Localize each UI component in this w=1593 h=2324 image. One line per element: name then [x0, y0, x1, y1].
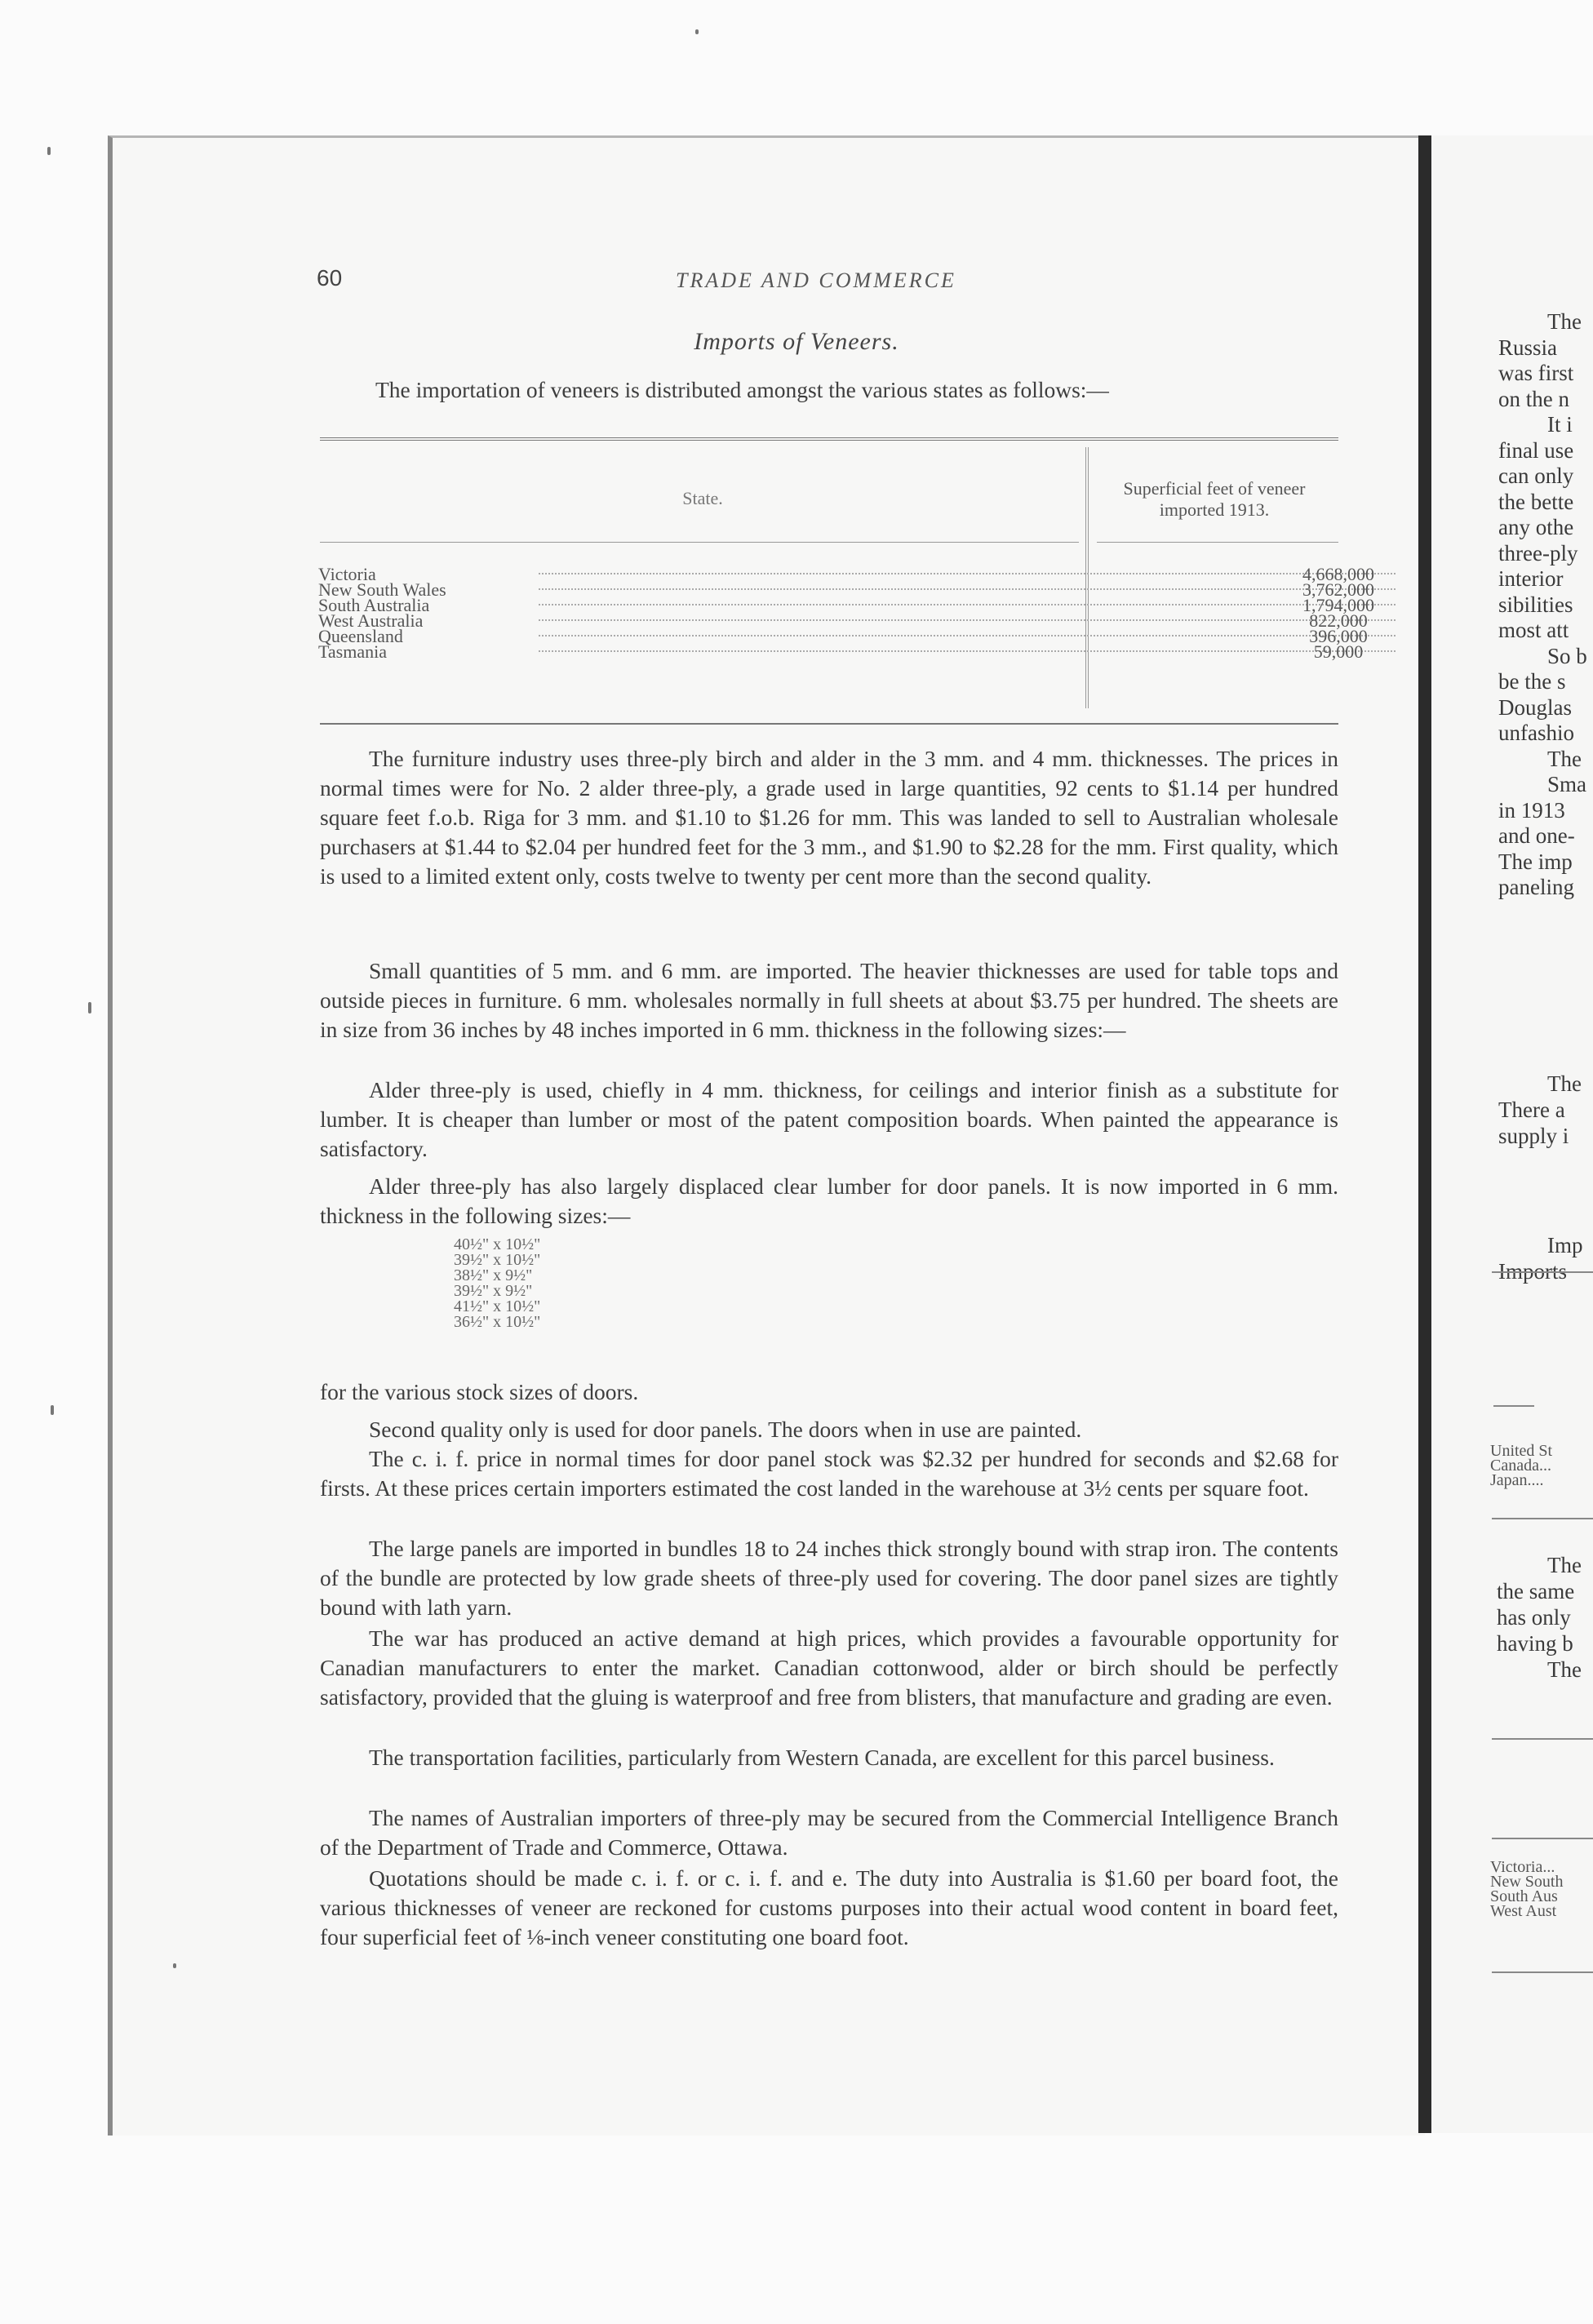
table-row — [318, 641, 1364, 662]
right-page-line: be the s — [1498, 669, 1566, 694]
table-row — [318, 610, 1368, 631]
paragraph-war-demand: The war has produced an active demand at high prices, which provides a favourable opportunity for Canadian manufacturers to enter the market. Canadian cottonwood, alder or birch should be perfectly satisfactory, provided that the gluing is waterproof and free from blisters, that manufacture and grading are even. — [320, 1625, 1338, 1710]
right-page-line: Victoria... — [1490, 1858, 1555, 1876]
size-item: 41½" x 10½" — [454, 1297, 541, 1315]
page-number: 60 — [317, 265, 343, 290]
paragraph-large-panels: The large panels are imported in bundles 18 to 24 inches thick strongly bound with strap iron. The contents of the bundle are protected by low grade sheets of three-ply used for covering. The door panel sizes are tightly bound with lath yarn. — [320, 1536, 1338, 1620]
right-page-line: sibilities — [1498, 592, 1573, 617]
right-page-line: West Aust — [1490, 1902, 1557, 1920]
scan-speck — [88, 1002, 91, 1013]
right-page-rule — [1492, 1738, 1593, 1740]
right-page-line: The — [1547, 309, 1582, 334]
scan-speck — [47, 147, 51, 155]
paragraph-alder-ceilings: Alder three-ply is used, chiefly in 4 mm. thickness, for ceilings and interior finish as a substitute for lumber. It is cheaper than lumber or most of the patent composition boards. When painted the appearance is satisfactory. — [320, 1077, 1338, 1161]
veneer-feet-value: 1,794,000 — [1302, 595, 1374, 615]
right-page-line: The — [1547, 1071, 1582, 1096]
right-page-line: Russia — [1498, 335, 1558, 360]
scan-speck — [695, 29, 699, 34]
right-page-line: the same — [1497, 1579, 1575, 1603]
table-header-feet: Superficial feet of veneer imported 1913. — [1123, 478, 1306, 520]
right-page-line: in 1913 — [1498, 797, 1565, 823]
paragraph-quotations: Quotations should be made c. i. f. or c. i. f. and e. The duty into Australia is $1.60 per board foot, the various thicknesses of veneer are reckoned for customs purposes into their actual wood content in board feet, four superficial feet of ⅛-inch veneer constituting one board foot. — [320, 1865, 1338, 1949]
right-page-line: most att — [1498, 618, 1569, 642]
right-page-line: can only — [1498, 463, 1574, 488]
scan-speck — [173, 1963, 176, 1968]
table-bottom-rule — [320, 723, 1338, 725]
table-header-state: State. — [682, 488, 723, 508]
right-page-line: Canada... — [1490, 1457, 1551, 1475]
right-page-line: and one- — [1498, 823, 1575, 848]
state-name: South Australia — [318, 595, 430, 615]
veneer-feet-value: 59,000 — [1313, 641, 1364, 662]
table-row — [318, 564, 1374, 584]
state-name: Queensland — [318, 626, 403, 646]
right-page-line: interior — [1498, 566, 1564, 591]
size-item: 38½" x 9½" — [454, 1266, 533, 1284]
right-page-line: Imports — [1498, 1259, 1567, 1284]
paragraph-second-quality: Second quality only is used for door panels. The doors when in use are painted. — [369, 1417, 1082, 1442]
right-page-line: The — [1547, 1553, 1582, 1577]
door-sizes-list — [454, 1237, 540, 1330]
right-page-line: any othe — [1498, 515, 1574, 539]
right-page-line: The — [1547, 1657, 1582, 1682]
state-name: Victoria — [318, 564, 376, 584]
right-page-rule — [1492, 1518, 1593, 1519]
intro-paragraph: The importation of veneers is distributed amongst the various states as follows:— — [375, 377, 1109, 402]
right-page-line: It i — [1547, 412, 1573, 437]
paragraph-small-quantities: Small quantities of 5 mm. and 6 mm. are imported. The heavier thicknesses are used for table tops and outside pieces in furniture. 6 mm. wholesales normally in full sheets at about $3.75 per hundred. The sheets are in size from 36 inches by 48 inches imported in 6 mm. thickness in the following sizes:— — [320, 958, 1338, 1042]
right-page-line: Douglas — [1498, 694, 1572, 720]
right-page-line: unfashio — [1498, 721, 1574, 745]
size-item: 39½" x 9½" — [454, 1282, 533, 1300]
right-page-line: supply i — [1498, 1124, 1569, 1148]
page-header — [317, 265, 1337, 298]
veneer-feet-value: 396,000 — [1309, 626, 1368, 646]
paragraph-transportation: The transportation facilities, particularly from Western Canada, are excellent for this parcel business. — [369, 1745, 1275, 1770]
table-row — [318, 579, 1374, 600]
right-page-line: New South — [1490, 1873, 1564, 1891]
book-gutter — [1418, 135, 1431, 2133]
paragraph-door-panels: Alder three-ply has also largely displaced clear lumber for door panels. It is now imported in 6 mm. thickness in the following sizes:— — [320, 1173, 1338, 1228]
right-page-line: paneling — [1498, 875, 1574, 899]
right-page-line: Imp — [1547, 1233, 1583, 1257]
right-page-rule-short — [1493, 1405, 1534, 1407]
right-page-line: United St — [1490, 1442, 1553, 1460]
right-page-line: final use — [1498, 437, 1574, 463]
right-page-line: the bette — [1498, 489, 1574, 514]
state-name: West Australia — [318, 610, 424, 631]
paragraph-importers-names: The names of Australian importers of three-ply may be secured from the Commercial Intelligence Branch of the Department of Trade and Commerce, Ottawa. — [320, 1805, 1338, 1860]
right-page-line: three-ply — [1498, 540, 1578, 565]
table-row — [318, 595, 1374, 615]
right-page-line: has only — [1497, 1605, 1571, 1630]
veneer-feet-value: 4,668,000 — [1302, 564, 1374, 584]
right-page-line: There a — [1498, 1098, 1565, 1122]
right-page-rule — [1492, 1971, 1593, 1973]
scan-speck — [51, 1405, 54, 1415]
right-page-line: was first — [1498, 361, 1574, 385]
section-title: Imports of Veneers. — [694, 328, 899, 355]
right-page-line: Japan.... — [1490, 1471, 1544, 1489]
right-page-line: The imp — [1498, 849, 1573, 874]
state-name: Tasmania — [318, 641, 387, 662]
right-page-line: South Aus — [1490, 1887, 1558, 1905]
right-page-line: on the n — [1498, 386, 1569, 411]
veneer-feet-value: 3,762,000 — [1302, 579, 1374, 600]
size-item: 39½" x 10½" — [454, 1251, 541, 1269]
right-page-rule — [1492, 1271, 1593, 1273]
size-item: 36½" x 10½" — [454, 1313, 541, 1331]
size-item: 40½" x 10½" — [454, 1235, 541, 1253]
table-row — [318, 626, 1368, 646]
right-page-rule — [1492, 1838, 1593, 1839]
paragraph-furniture: The furniture industry uses three-ply birch and alder in the 3 mm. and 4 mm. thicknesses. The prices in normal times were for No. 2 alder three-ply, a grade used in large quantities, 92 cents to $1.14 per hundred square feet f.o.b. Riga for 3 mm. and $1.10 to $1.26 for mm. This was landed to sell to Australian wholesale purchasers at $1.44 to $2.04 per hundred feet for the 3 mm., and $1.90 to $2.28 for the mm. First quality, which is used to a limited extent only, costs twelve to twenty per cent more than the second quality. — [320, 746, 1338, 889]
table-header-rule — [320, 542, 1079, 543]
table-header-rule-right — [1097, 542, 1338, 543]
right-page-line: So b — [1547, 643, 1587, 668]
running-head: TRADE AND COMMERCE — [676, 268, 956, 292]
paragraph-cif-price: The c. i. f. price in normal times for door panel stock was $2.32 per hundred for seconds and $2.68 for firsts. At these prices certain importers estimated the cost landed in the warehouse at 3½ cents per square foot. — [320, 1446, 1338, 1501]
state-name: New South Wales — [318, 579, 446, 600]
right-page-line: Sma — [1547, 772, 1587, 796]
veneer-feet-value: 822,000 — [1309, 610, 1368, 631]
right-page-line: The — [1547, 746, 1582, 771]
right-page-line: having b — [1497, 1631, 1573, 1656]
table-top-rule — [320, 437, 1338, 441]
paragraph-stock-sizes: for the various stock sizes of doors. — [320, 1379, 639, 1404]
